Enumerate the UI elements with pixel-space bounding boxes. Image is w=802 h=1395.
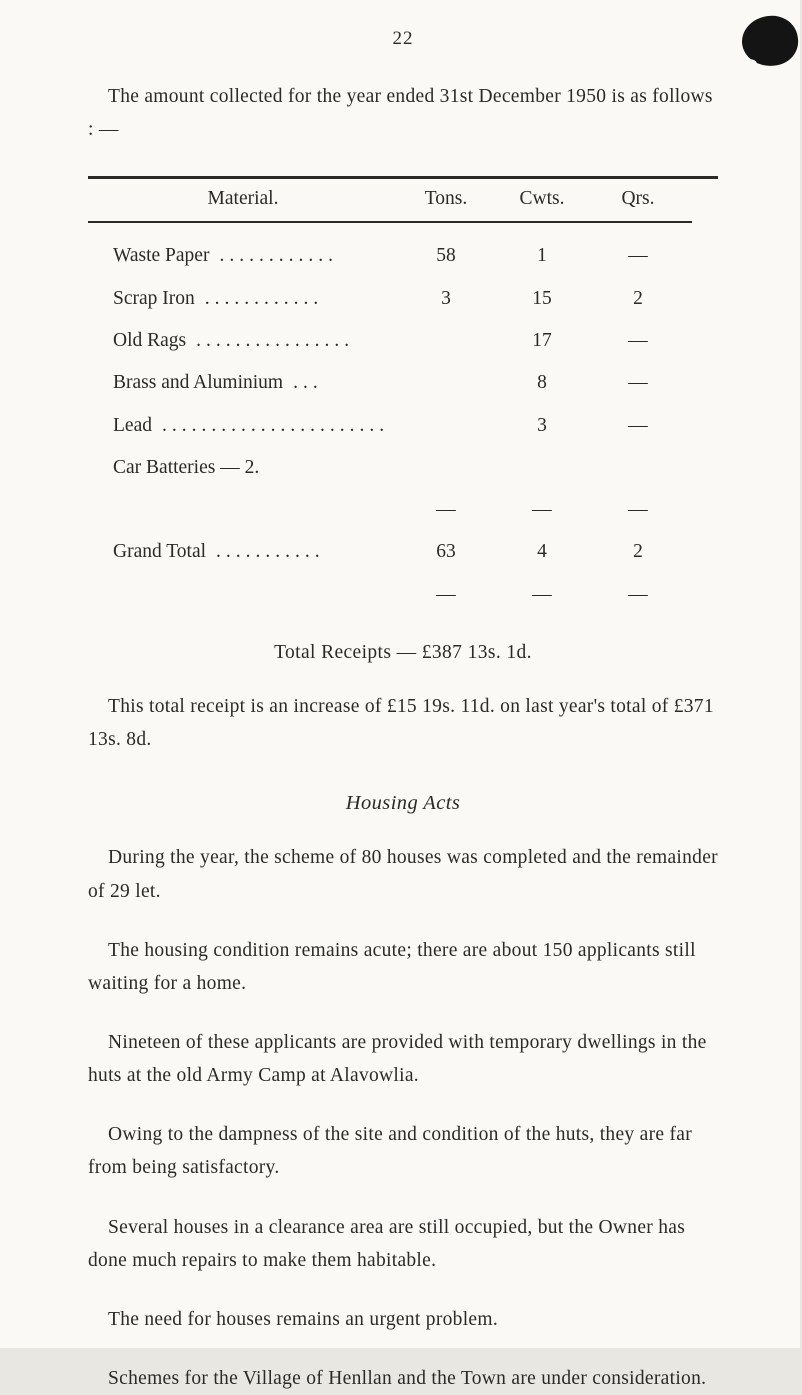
ink-blot-mark [739,12,801,69]
table-header-row [88,179,692,223]
housing-paragraph-7: Schemes for the Village of Henllan and the Town are under consideration. [108,1367,707,1389]
table-separator-row [88,497,692,523]
material-name: Car Batteries — 2. [113,456,260,478]
column-header-cwts: Cwts. [519,188,565,210]
cwts-value: 3 [537,414,547,436]
qrs-value: 2 [633,541,643,563]
cwts-value: 1 [537,245,547,267]
table-row [88,328,692,354]
table-row [88,286,692,312]
qrs-value: — [628,329,648,351]
material-name: Scrap Iron [113,287,195,309]
material-name: Grand Total [113,541,207,563]
material-cell [88,243,398,269]
tons-value: 58 [436,245,456,267]
dot-leader: ........... [216,541,325,563]
grand-total-row [88,539,692,565]
material-cell [88,455,398,481]
qrs-value: — [628,372,648,394]
tons-value: 3 [441,287,451,309]
qrs-value: — [628,245,648,267]
housing-acts-heading: Housing Acts [345,792,461,815]
material-name: Lead [113,414,152,436]
material-cell [88,286,398,312]
cwts-value: 15 [532,287,552,309]
cwts-value: 4 [537,541,547,563]
page-number: 22 [392,28,414,49]
material-cell [88,370,398,396]
material-cell [88,413,398,439]
dot-leader: ................ [196,329,355,351]
material-name: Waste Paper [113,245,210,267]
tons-value: 63 [436,541,456,563]
table-row [88,455,692,481]
material-cell [88,328,398,354]
dot-leader: ............ [219,245,338,267]
cwts-value: 17 [532,329,552,351]
intro-paragraph: The amount collected for the year ended 31st December 1950 is as follows : — [88,86,713,141]
table-separator-row [88,582,692,608]
qrs-value: — [628,414,648,436]
housing-paragraph-2: The housing condition remains acute; there are about 150 applicants still waiting for a home. [88,939,696,994]
material-name: Old Rags [113,329,187,351]
qrs-value: 2 [633,287,643,309]
housing-paragraph-3: Nineteen of these applicants are provided with temporary dwellings in the huts at the old Army Camp at Alavowlia. [88,1031,707,1087]
housing-paragraph-5: Several houses in a clearance area are still occupied, but the Owner has done much repairs to make them habitable. [88,1216,686,1271]
table-row [88,413,692,439]
table-row [88,243,692,269]
column-header-qrs: Qrs. [621,188,655,210]
table-body [88,223,692,614]
salvage-collection-table [88,176,718,614]
dot-leader: ....................... [161,414,390,436]
material-cell [88,539,398,565]
tons-dash: — [436,583,456,605]
dot-leader: ... [293,372,323,394]
increase-paragraph: This total receipt is an increase of £15 19s. 11d. on last year's total of £371 13s. 8d. [88,696,714,751]
column-header-material: Material. [207,188,279,210]
cwts-dash: — [532,499,552,521]
qrs-dash: — [628,583,648,605]
housing-paragraph-4: Owing to the dampness of the site and condition of the huts, they are far from being satisfactory. [88,1124,693,1179]
total-receipts-line: Total Receipts — £387 13s. 1d. [274,642,532,664]
cwts-value: 8 [537,372,547,394]
dot-leader: ............ [204,287,324,309]
qrs-dash: — [628,499,648,521]
column-header-tons: Tons. [424,188,468,210]
housing-paragraph-1: During the year, the scheme of 80 houses was completed and the remainder of 29 let. [88,847,718,902]
table-row [88,370,692,396]
cwts-dash: — [532,583,552,605]
housing-paragraph-6: The need for houses remains an urgent problem. [108,1308,498,1330]
material-name: Brass and Aluminium [113,372,284,394]
tons-dash: — [436,499,456,521]
